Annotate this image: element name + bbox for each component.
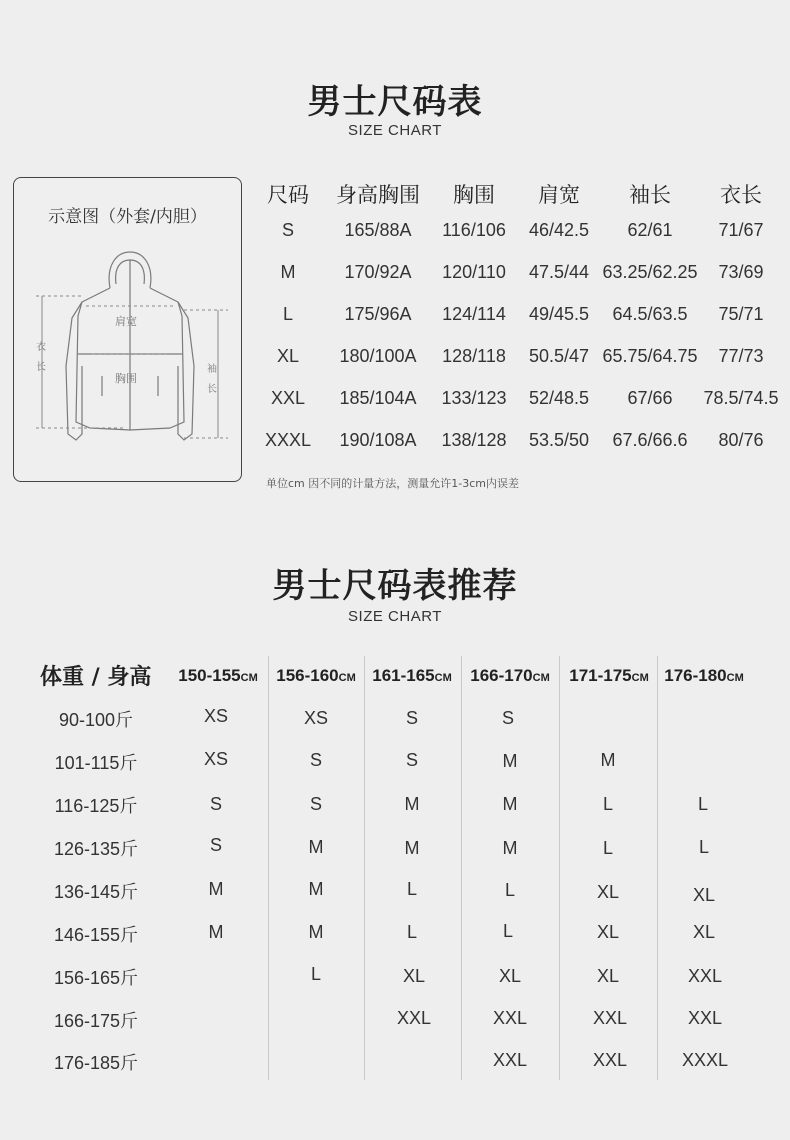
recommended-size: M [308,879,324,899]
size-cell: XL [276,346,300,366]
sleeve-length-label-1: 袖 [207,364,217,375]
size-chart-subtitle: SIZE CHART [348,122,442,139]
recommended-size: M [502,838,518,858]
recommended-size: S [209,794,222,814]
recommended-size: XXL [492,1050,528,1070]
recommended-size: L [310,964,321,984]
unit-label: CM [434,672,452,684]
chest-cell: 138/128 [441,430,507,450]
measurement-diagram [13,177,242,482]
recommended-size: XL [498,966,522,986]
recommended-size: M [208,879,224,899]
recommended-size: M [502,794,518,814]
recommended-size: M [308,922,324,942]
measurement-note: 单位cm 因不同的计量方法，测量允许1-3cm内误差 [266,477,519,490]
recommended-size: S [309,750,322,770]
weight-range: 116-125斤 [54,796,138,816]
sleeve-cell: 65.75/64.75 [602,346,698,366]
header-sleeve: 袖长 [629,183,671,207]
body-length-label-2: 长 [36,362,46,373]
weight-range: 126-135斤 [53,839,139,859]
shoulder-cell: 46/42.5 [528,220,590,240]
sleeve-cell: 67.6/66.6 [612,430,688,450]
weight-height-header: 体重 / 身高 [40,665,152,690]
length-cell: 80/76 [718,430,764,450]
size-cell: S [281,220,294,240]
jacket-illustration [32,246,228,446]
weight-range: 156-165斤 [53,968,139,988]
size-cell: M [280,262,296,282]
weight-range: 90-100斤 [58,710,134,730]
recommended-size: L [406,922,417,942]
recommended-size: XL [692,885,716,905]
height-range: 166-170 [470,666,533,685]
recommended-size: XXL [687,966,723,986]
recommended-size: M [502,751,518,771]
height-chest-cell: 180/100A [339,346,417,366]
sleeve-cell: 62/61 [627,220,673,240]
height-chest-cell: 190/108A [339,430,417,450]
length-cell: 75/71 [718,304,764,324]
shoulder-cell: 50.5/47 [528,346,590,366]
recommended-size: XXL [592,1008,628,1028]
recommended-size: XL [596,966,620,986]
unit-label: CM [338,672,356,684]
unit-label: CM [631,672,649,684]
chest-cell: 128/118 [442,346,506,366]
size-cell: XXXL [264,430,312,450]
recommended-size: XXL [396,1008,432,1028]
recommended-size: XL [402,966,426,986]
size-cell: XXL [270,388,306,408]
recommended-size: L [698,837,709,857]
header-length: 衣长 [720,183,762,207]
weight-range: 146-155斤 [53,925,139,945]
height-range: 161-165 [372,666,435,685]
weight-range: 176-185斤 [53,1053,139,1073]
recommended-size: M [404,794,420,814]
recommended-size: XXXL [681,1050,729,1070]
recommended-size: M [208,922,224,942]
weight-range: 166-175斤 [53,1011,139,1031]
recommended-size: L [602,794,613,814]
recommended-size: XL [692,922,716,942]
sleeve-cell: 63.25/62.25 [602,262,698,282]
recommended-size: S [209,835,222,855]
sleeve-cell: 64.5/63.5 [612,304,688,324]
chest-cell: 133/123 [441,388,507,408]
height-chest-cell: 185/104A [339,388,417,408]
size-chart-title: 男士尺码表 [307,82,483,122]
recommended-size: XXL [492,1008,528,1028]
height-chest-cell: 170/92A [344,262,412,282]
recommended-size: M [404,838,420,858]
recommended-size: XS [203,749,228,769]
length-cell: 71/67 [718,220,764,240]
shoulder-label: 肩宽 [115,315,137,328]
shoulder-cell: 49/45.5 [528,304,590,324]
unit-label: CM [532,672,550,684]
height-range: 171-175 [569,666,632,685]
height-chest-cell: 165/88A [344,220,412,240]
recommended-size: S [405,708,418,728]
recommended-size: XS [203,706,228,726]
recommended-size: S [405,750,418,770]
recommended-size: S [501,708,514,728]
unit-label: CM [726,672,744,684]
body-length-label-1: 衣 [36,342,46,353]
shoulder-cell: 52/48.5 [528,388,590,408]
height-chest-cell: 175/96A [344,304,412,324]
recommended-size: XL [596,922,620,942]
recommended-size: XXL [592,1050,628,1070]
chest-cell: 116/106 [442,220,506,240]
length-cell: 78.5/74.5 [703,388,779,408]
height-range: 176-180 [664,666,727,685]
length-cell: 77/73 [718,346,764,366]
recommended-size: L [406,879,417,899]
shoulder-cell: 53.5/50 [528,430,590,450]
sleeve-cell: 67/66 [627,388,673,408]
size-recommendation-subtitle: SIZE CHART [348,608,442,625]
header-shoulder: 肩宽 [538,183,580,207]
recommended-size: XXL [687,1008,723,1028]
chest-cell: 120/110 [442,262,506,282]
recommended-size: L [602,838,613,858]
recommended-size: M [308,837,324,857]
weight-range: 101-115斤 [54,753,138,773]
length-cell: 73/69 [718,262,764,282]
header-chest: 胸围 [453,183,495,207]
size-recommendation-title: 男士尺码表推荐 [272,566,518,606]
recommended-size: S [309,794,322,814]
recommended-size: L [697,794,708,814]
height-column-header [644,666,764,686]
chest-cell: 124/114 [442,304,506,324]
height-range: 150-155 [178,666,241,685]
sleeve-length-label-2: 长 [207,384,217,395]
diagram-caption: 示意图（外套/内胆） [48,207,207,227]
recommended-size: XS [303,708,328,728]
header-height-chest: 身高胸围 [336,183,420,207]
weight-range: 136-145斤 [53,882,139,902]
header-size: 尺码 [267,183,309,207]
shoulder-cell: 47.5/44 [528,262,590,282]
recommended-size: XL [596,882,620,902]
recommended-size: L [502,921,513,941]
recommended-size: L [504,880,515,900]
chest-label: 胸围 [115,372,137,385]
recommended-size: M [600,750,616,770]
size-cell: L [282,304,293,324]
unit-label: CM [240,672,258,684]
height-range: 156-160 [276,666,339,685]
